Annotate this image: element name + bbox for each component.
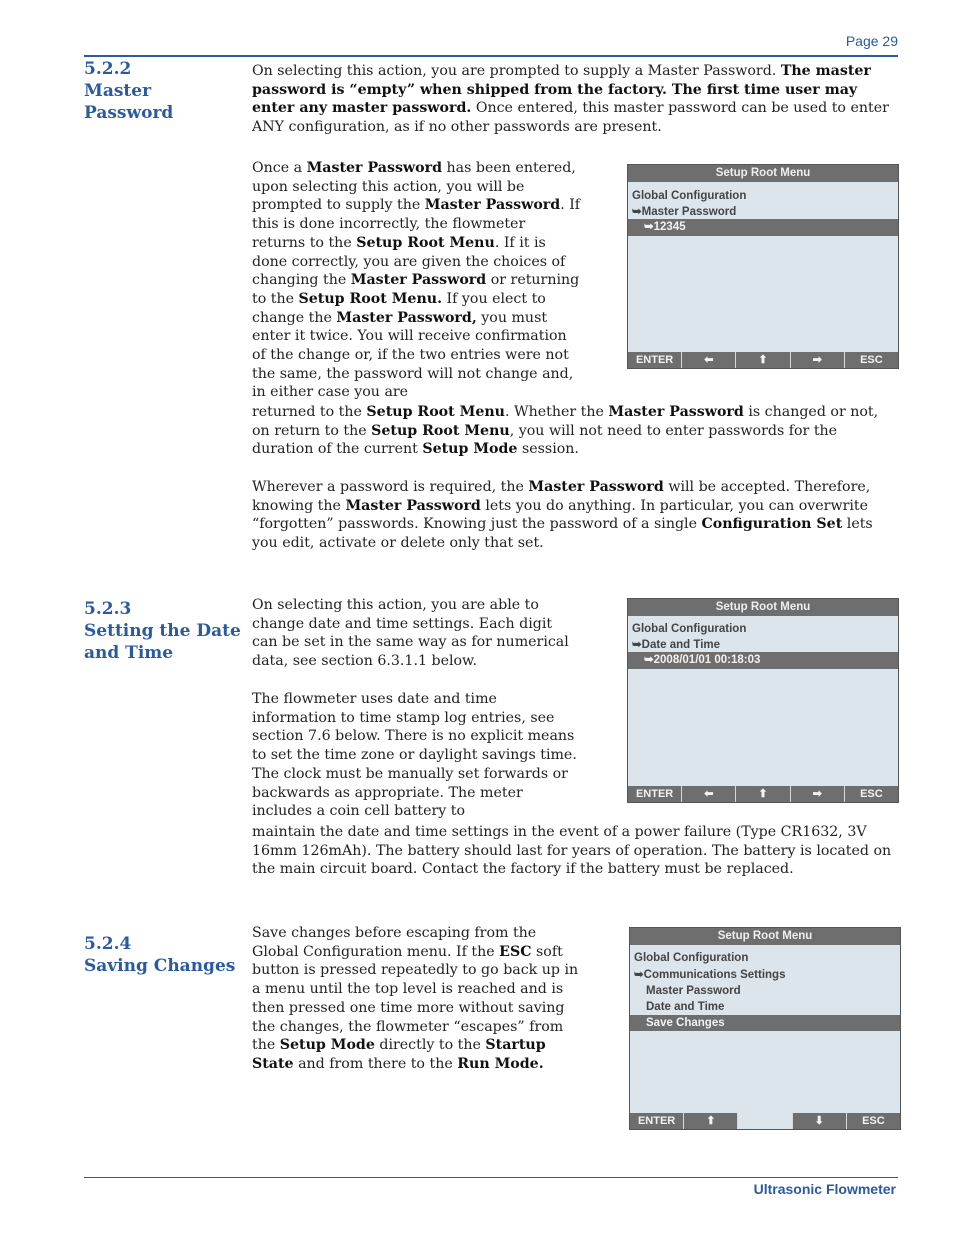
paragraph-date-details-cont: maintain the date and time settings in the event of a power failure (Type CR1632, 3V 16mm 126mAh). The battery should last for years of operation. The battery is located on the main circuit board. Contact the factory if the battery must be replaced. — [252, 824, 892, 878]
screen-line: Date and Time — [646, 1001, 725, 1013]
paragraph-master-details-cont: returned to the Setup Root Menu. Whether the Master Password is changed or not, on return to the Setup Root Menu, you will not need to enter passwords for the duration of the current Setup Mode session. — [252, 404, 879, 458]
up-arrow-icon[interactable]: ⬆ — [683, 1113, 737, 1129]
screen-title: Setup Root Menu — [628, 599, 898, 616]
screen-line: Global Configuration — [632, 623, 747, 635]
soft-key-bar — [630, 1113, 900, 1129]
device-screen-save-changes — [629, 927, 901, 1130]
section-number: 5.2.2 — [84, 59, 132, 79]
screen-line: Master Password — [646, 985, 741, 997]
screen-line-selected: ➥12345 — [628, 219, 898, 236]
right-arrow-icon[interactable]: ➡ — [790, 352, 844, 368]
section-number: 5.2.4 — [84, 934, 132, 954]
screen-line: ➥Date and Time — [632, 639, 721, 651]
left-arrow-icon[interactable]: ⬅ — [681, 786, 735, 802]
paragraph-date-intro: On selecting this action, you are able to change date and time settings. Each digit can be set in the same way as for numerical data, see section 6.3.1.1 below. — [252, 597, 569, 670]
section-heading-date-time — [84, 598, 249, 664]
enter-key[interactable]: ENTER — [637, 1115, 676, 1127]
section-title-line: Password — [84, 103, 174, 123]
screen-line: ➥Master Password — [632, 206, 737, 218]
screen-title: Setup Root Menu — [628, 165, 898, 182]
footer-rule — [84, 1177, 898, 1178]
device-screen-date-time — [627, 598, 899, 803]
left-arrow-icon[interactable]: ⬅ — [681, 352, 735, 368]
header-rule — [84, 55, 898, 57]
section-title-line: Setting the Date — [84, 621, 241, 641]
page-number: Page 29 — [845, 33, 898, 49]
section-number: 5.2.3 — [84, 599, 132, 619]
paragraph-master-intro: On selecting this action, you are prompted to supply a Master Password. The master password is “empty” when shipped from the factory. The first time user may enter any master password. Once entered, this master password can be used to enter ANY configuration, as if no other passwords are present. — [252, 63, 889, 136]
soft-key-bar — [628, 786, 898, 802]
screen-title: Setup Root Menu — [630, 928, 900, 945]
soft-key-bar — [628, 352, 898, 368]
right-arrow-icon[interactable]: ➡ — [790, 786, 844, 802]
screen-line-selected: ➥2008/01/01 00:18:03 — [628, 652, 898, 669]
up-arrow-icon[interactable]: ⬆ — [735, 352, 789, 368]
screen-line: ➥Communications Settings — [634, 969, 786, 981]
paragraph-master-details: Once a Master Password has been entered, upon selecting this action, you will be prompted to supply the Master Password. If this is done incorrectly, the flowmeter returns to the Setup Root Menu. If it is done correctly, you are given the choices of changing the Master Password or returning to the Setup Root Menu. If you elect to change the Master Password, you must enter it twice. You will receive confirmation of the change or, if the two entries were not the same, the password will not change and, in either case you are — [252, 160, 581, 401]
section-title-line: Saving Changes — [84, 956, 236, 976]
section-heading-master-password — [84, 58, 249, 124]
esc-key[interactable]: ESC — [844, 786, 898, 802]
section-title-line: Master — [84, 81, 152, 101]
section-heading-saving-changes — [84, 933, 249, 977]
esc-key[interactable]: ESC — [844, 352, 898, 368]
paragraph-date-details: The flowmeter uses date and time information to time stamp log entries, see section 7.6 below. There is no explicit means to set the time zone or daylight savings time. The clock must be manually set forwards or backwards as appropriate. The meter includes a coin cell battery to — [252, 691, 577, 820]
paragraph-saving-changes: Save changes before escaping from the Global Configuration menu. If the ESC soft button is pressed repeatedly to go back up in a menu until the top level is reached and is then pressed one time more without saving the changes, the flowmeter “escapes” from the Setup Mode directly to the Startup State and from there to the Run Mode. — [252, 925, 579, 1072]
enter-key[interactable]: ENTER — [635, 788, 674, 800]
down-arrow-icon[interactable]: ⬇ — [792, 1113, 846, 1129]
screen-line: Global Configuration — [632, 190, 747, 202]
device-screen-master-password — [627, 164, 899, 369]
blank-key — [737, 1113, 791, 1129]
up-arrow-icon[interactable]: ⬆ — [735, 786, 789, 802]
screen-line: Global Configuration — [634, 952, 749, 964]
footer-title: Ultrasonic Flowmeter — [753, 1181, 896, 1197]
enter-key[interactable]: ENTER — [635, 354, 674, 366]
paragraph-master-wherever: Wherever a password is required, the Master Password will be accepted. Therefore, knowing the Master Password lets you do anything. In particular, you can overwrite “forgotten” passwords. Knowing just the password of a single Configuration Set lets you edit, activate or delete only that set. — [252, 479, 873, 552]
esc-key[interactable]: ESC — [846, 1113, 900, 1129]
screen-line-selected: Save Changes — [630, 1015, 900, 1031]
section-title-line: and Time — [84, 643, 174, 663]
